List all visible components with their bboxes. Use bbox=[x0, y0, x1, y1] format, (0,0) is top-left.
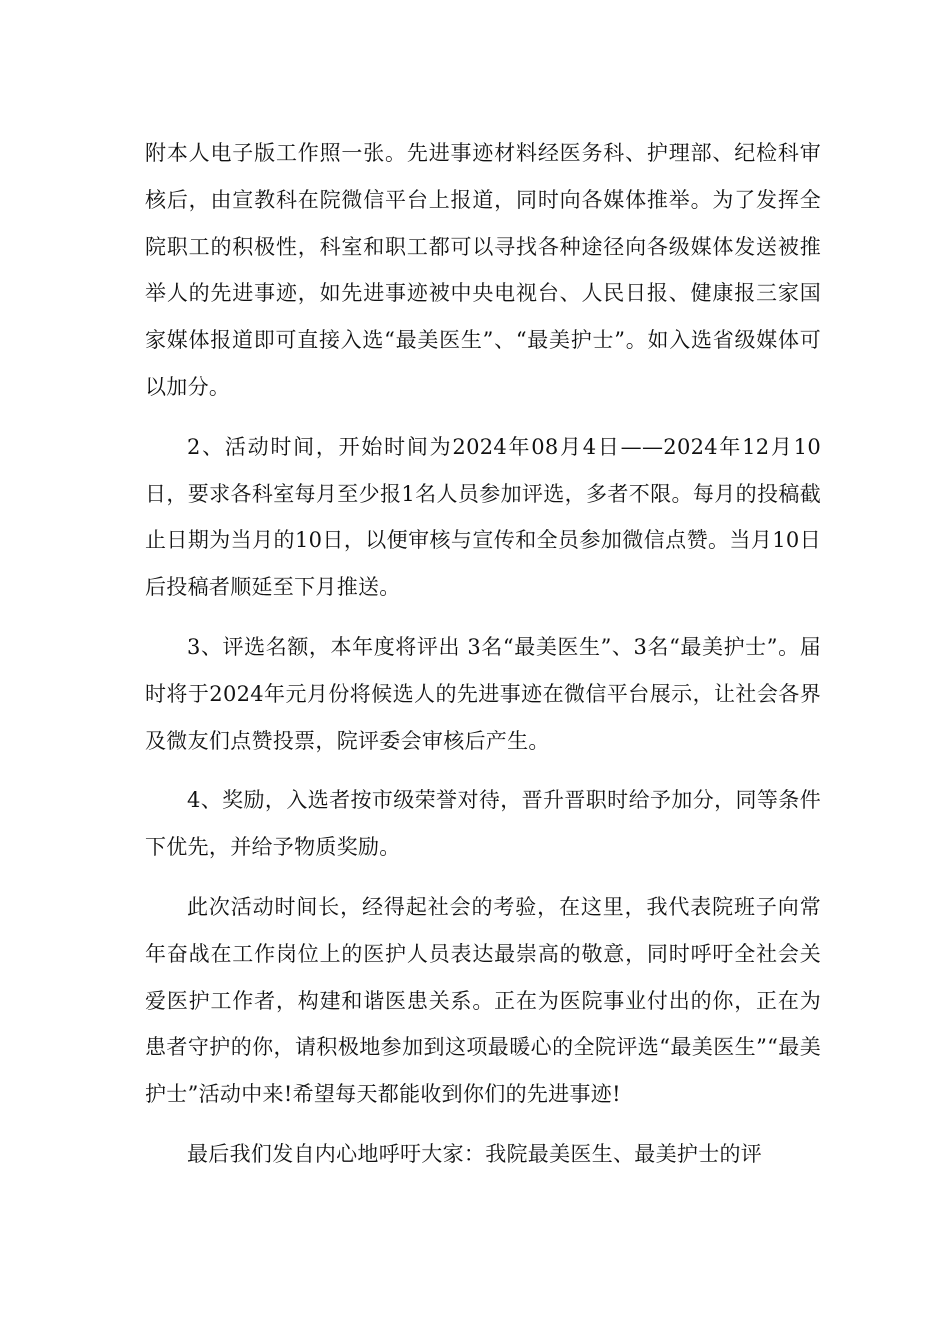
paragraph-closing: 最后我们发自内心地呼吁大家：我院最美医生、最美护士的评 bbox=[187, 1141, 763, 1166]
paragraph-appeal: 此次活动时间长，经得起社会的考验，在这里，我代表院班子向常年奋战在工作岗位上的医护人员表达最崇高的敬意，同时呼吁全社会关爱医护工作者，构建和谐医患关系。正在为医院事业付出的你，正在为患者守护的你，请积极地参加到这项最暖心的全院评选“最美医生”“最美护士”活动中来!希望每天都能收到你们的先进事迹! bbox=[145, 894, 821, 1107]
paragraph-continuation: 附本人电子版工作照一张。先进事迹材料经医务科、护理部、纪检科审核后，由宣教科在院微信平台上报道，同时向各媒体推举。为了发挥全院职工的积极性，科室和职工都可以寻找各种途径向各级媒体发送被推举人的先进事迹，如先进事迹被中央电视台、人民日报、健康报三家国家媒体报道即可直接入选“最美医生”、“最美护士”。如入选省级媒体可以加分。 bbox=[145, 141, 821, 399]
document-body bbox=[145, 130, 821, 1191]
paragraph-activity-time: 2、活动时间，开始时间为2024年08月4日——2024年12月10日，要求各科室每月至少报1名人员参加评选，多者不限。每月的投稿截止日期为当月的10日，以便审核与宣传和全员参加微信点赞。当月10日后投稿者顺延至下月推送。 bbox=[145, 434, 821, 600]
paragraph-rewards: 4、奖励，入选者按市级荣誉对待，晋升晋职时给予加分，同等条件下优先，并给予物质奖励。 bbox=[145, 788, 821, 860]
paragraph-selection-quota: 3、评选名额，本年度将评出 3名“最美医生”、3名“最美护士”。届时将于2024年元月份将候选人的先进事迹在微信平台展示，让社会各界及微友们点赞投票，院评委会审核后产生。 bbox=[145, 634, 821, 753]
